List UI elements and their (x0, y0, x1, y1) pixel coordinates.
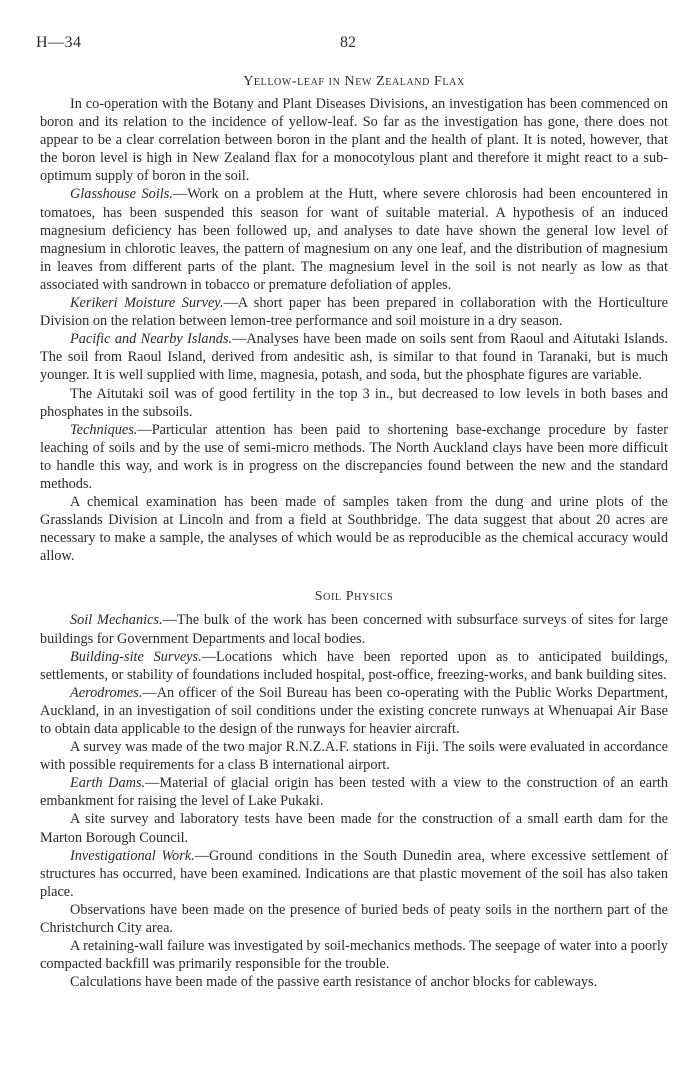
section-body-soil-physics (40, 611, 668, 991)
paragraph (40, 611, 668, 647)
paragraph-text: —Work on a problem at the Hutt, where severe chlorosis had been encountered in tomatoes, has been suspended this season for want of suitable material. A hypothesis of an induced magnesium deficiency has been followed up, and analyses to date have shown the general low level of magnesium in chlorotic leaves, the pattern of magnesium on any one leaf, and the distribution of magnesium in leaves from different parts of the plant. The magnesium level in the soil is not nearly as low as that associated with sandrown in tobacco or premature defoliation of apples. (40, 186, 668, 293)
paragraph-lead: Soil Mechanics. (70, 612, 163, 629)
section-heading-yellow-leaf: Yellow-leaf in New Zealand Flax (243, 74, 465, 89)
page-number: 82 (340, 34, 356, 51)
paragraph (40, 421, 668, 493)
paragraph (40, 294, 668, 330)
paragraph-text: —A short paper has been prepared in collaboration with the Horticulture Division on the relation between lemon-tree performance and soil moisture in a dry season. (40, 295, 668, 330)
paragraph-lead: Building-site Surveys. (70, 648, 202, 665)
paragraph (40, 385, 668, 421)
paragraph (40, 774, 668, 810)
paragraph-lead: Glasshouse Soils. (70, 186, 173, 203)
paragraph-text: The Aitutaki soil was of good fertility in the top 3 in., but decreased to low levels in both bases and phosphates in the subsoils. (40, 385, 668, 420)
paragraph-lead: Pacific and Nearby Islands. (70, 331, 233, 348)
paragraph-text: —Material of glacial origin has been tested with a view to the construction of an earth embankment for raising the level of Lake Pukaki. (40, 775, 668, 810)
paragraph-lead: Aerodromes. (70, 684, 143, 701)
section-heading-soil-physics: Soil Physics (314, 589, 394, 605)
paragraph-text: —Particular attention has been paid to shortening base-exchange procedure by faster leaching of soils and by the use of semi-micro methods. The North Auckland clays have been more difficult to handle this way, and work is in progress on the discrepancies found between the new and the standard methods. (40, 421, 668, 492)
paragraph-text: —An officer of the Soil Bureau has been co-operating with the Public Works Department, Auckland, in an investigation of soil conditions under the existing concrete runways at Whenuapai Air Base to obtain data applicable to the design of the runways for heavier aircraft. (40, 684, 668, 737)
paragraph (40, 684, 668, 738)
paragraph-text: —Analyses have been made on soils sent from Raoul and Aitutaki Islands. The soil from Raoul Island, derived from andesitic ash, is similar to that found in Taranaki, but is much younger. It is well supplied with lime, magnesia, potash, and soda, but the phosphate figures are variable. (40, 331, 668, 384)
paragraph-text: A chemical examination has been made of samples taken from the dung and urine plots of the Grasslands Division at Lincoln and from a field at Southbridge. The data suggest that about 20 acres are necessary to make a sample, the analyses of which would be as reproducible as the chemical accuracy would allow. (40, 494, 668, 565)
paragraph (40, 185, 668, 294)
paragraph-text: A retaining-wall failure was investigated by soil-mechanics methods. The seepage of water into a poorly compacted backfill was primarily responsible for the trouble. (40, 938, 668, 973)
paragraph (40, 738, 668, 774)
paragraph-text: —The bulk of the work has been concerned with subsurface surveys of sites for large buildings for Government Departments and local bodies. (40, 612, 668, 647)
paragraph-text: Observations have been made on the presence of buried beds of peaty soils in the northern part of the Christchurch City area. (40, 901, 668, 937)
paragraph-lead: Kerikeri Moisture Survey. (70, 295, 224, 312)
section-body-yellow-leaf (40, 95, 668, 565)
paragraph-text: —Locations which have been reported upon as to anticipated buildings, settlements, or stability of foundations included hospital, post-office, freezing-works, and bank building sites. (40, 648, 668, 683)
running-header (0, 34, 700, 54)
paragraph (40, 810, 668, 846)
page-body (40, 72, 668, 991)
paragraph (40, 648, 668, 684)
paragraph (40, 901, 668, 937)
paragraph (40, 330, 668, 384)
paragraph-lead: Techniques. (70, 421, 138, 438)
document-reference: H—34 (36, 34, 82, 51)
paragraph (40, 493, 668, 565)
paragraph-text: —Ground conditions in the South Dunedin area, where excessive settlement of structures has occurred, have been examined. Indications are that plastic movement of the soil has also taken place. (40, 847, 668, 900)
paragraph (40, 973, 668, 991)
paragraph-text: A survey was made of the two major R.N.Z.A.F. stations in Fiji. The soils were evaluated in accordance with possible requirements for a class B international airport. (40, 739, 668, 774)
paragraph-text: In co-operation with the Botany and Plant Diseases Divisions, an investigation has been commenced on boron and its relation to the incidence of yellow-leaf. So far as the investigation has gone, there does not appear to be a clear correlation between boron in the plant and the health of plant. It is noted, however, that the boron level is high in New Zealand flax for a monocotylous plant and therefore it might react to a sub-optimum supply of boron in the soil. (40, 96, 668, 185)
paragraph-lead: Investigational Work. (70, 847, 195, 864)
paragraph-text: Calculations have been made of the passive earth resistance of anchor blocks for cableways. (70, 974, 598, 991)
paragraph (40, 847, 668, 901)
paragraph (40, 937, 668, 973)
paragraph-text: A site survey and laboratory tests have been made for the construction of a small earth dam for the Marton Borough Council. (40, 811, 668, 846)
paragraph-lead: Earth Dams. (70, 775, 146, 792)
paragraph (40, 95, 668, 185)
